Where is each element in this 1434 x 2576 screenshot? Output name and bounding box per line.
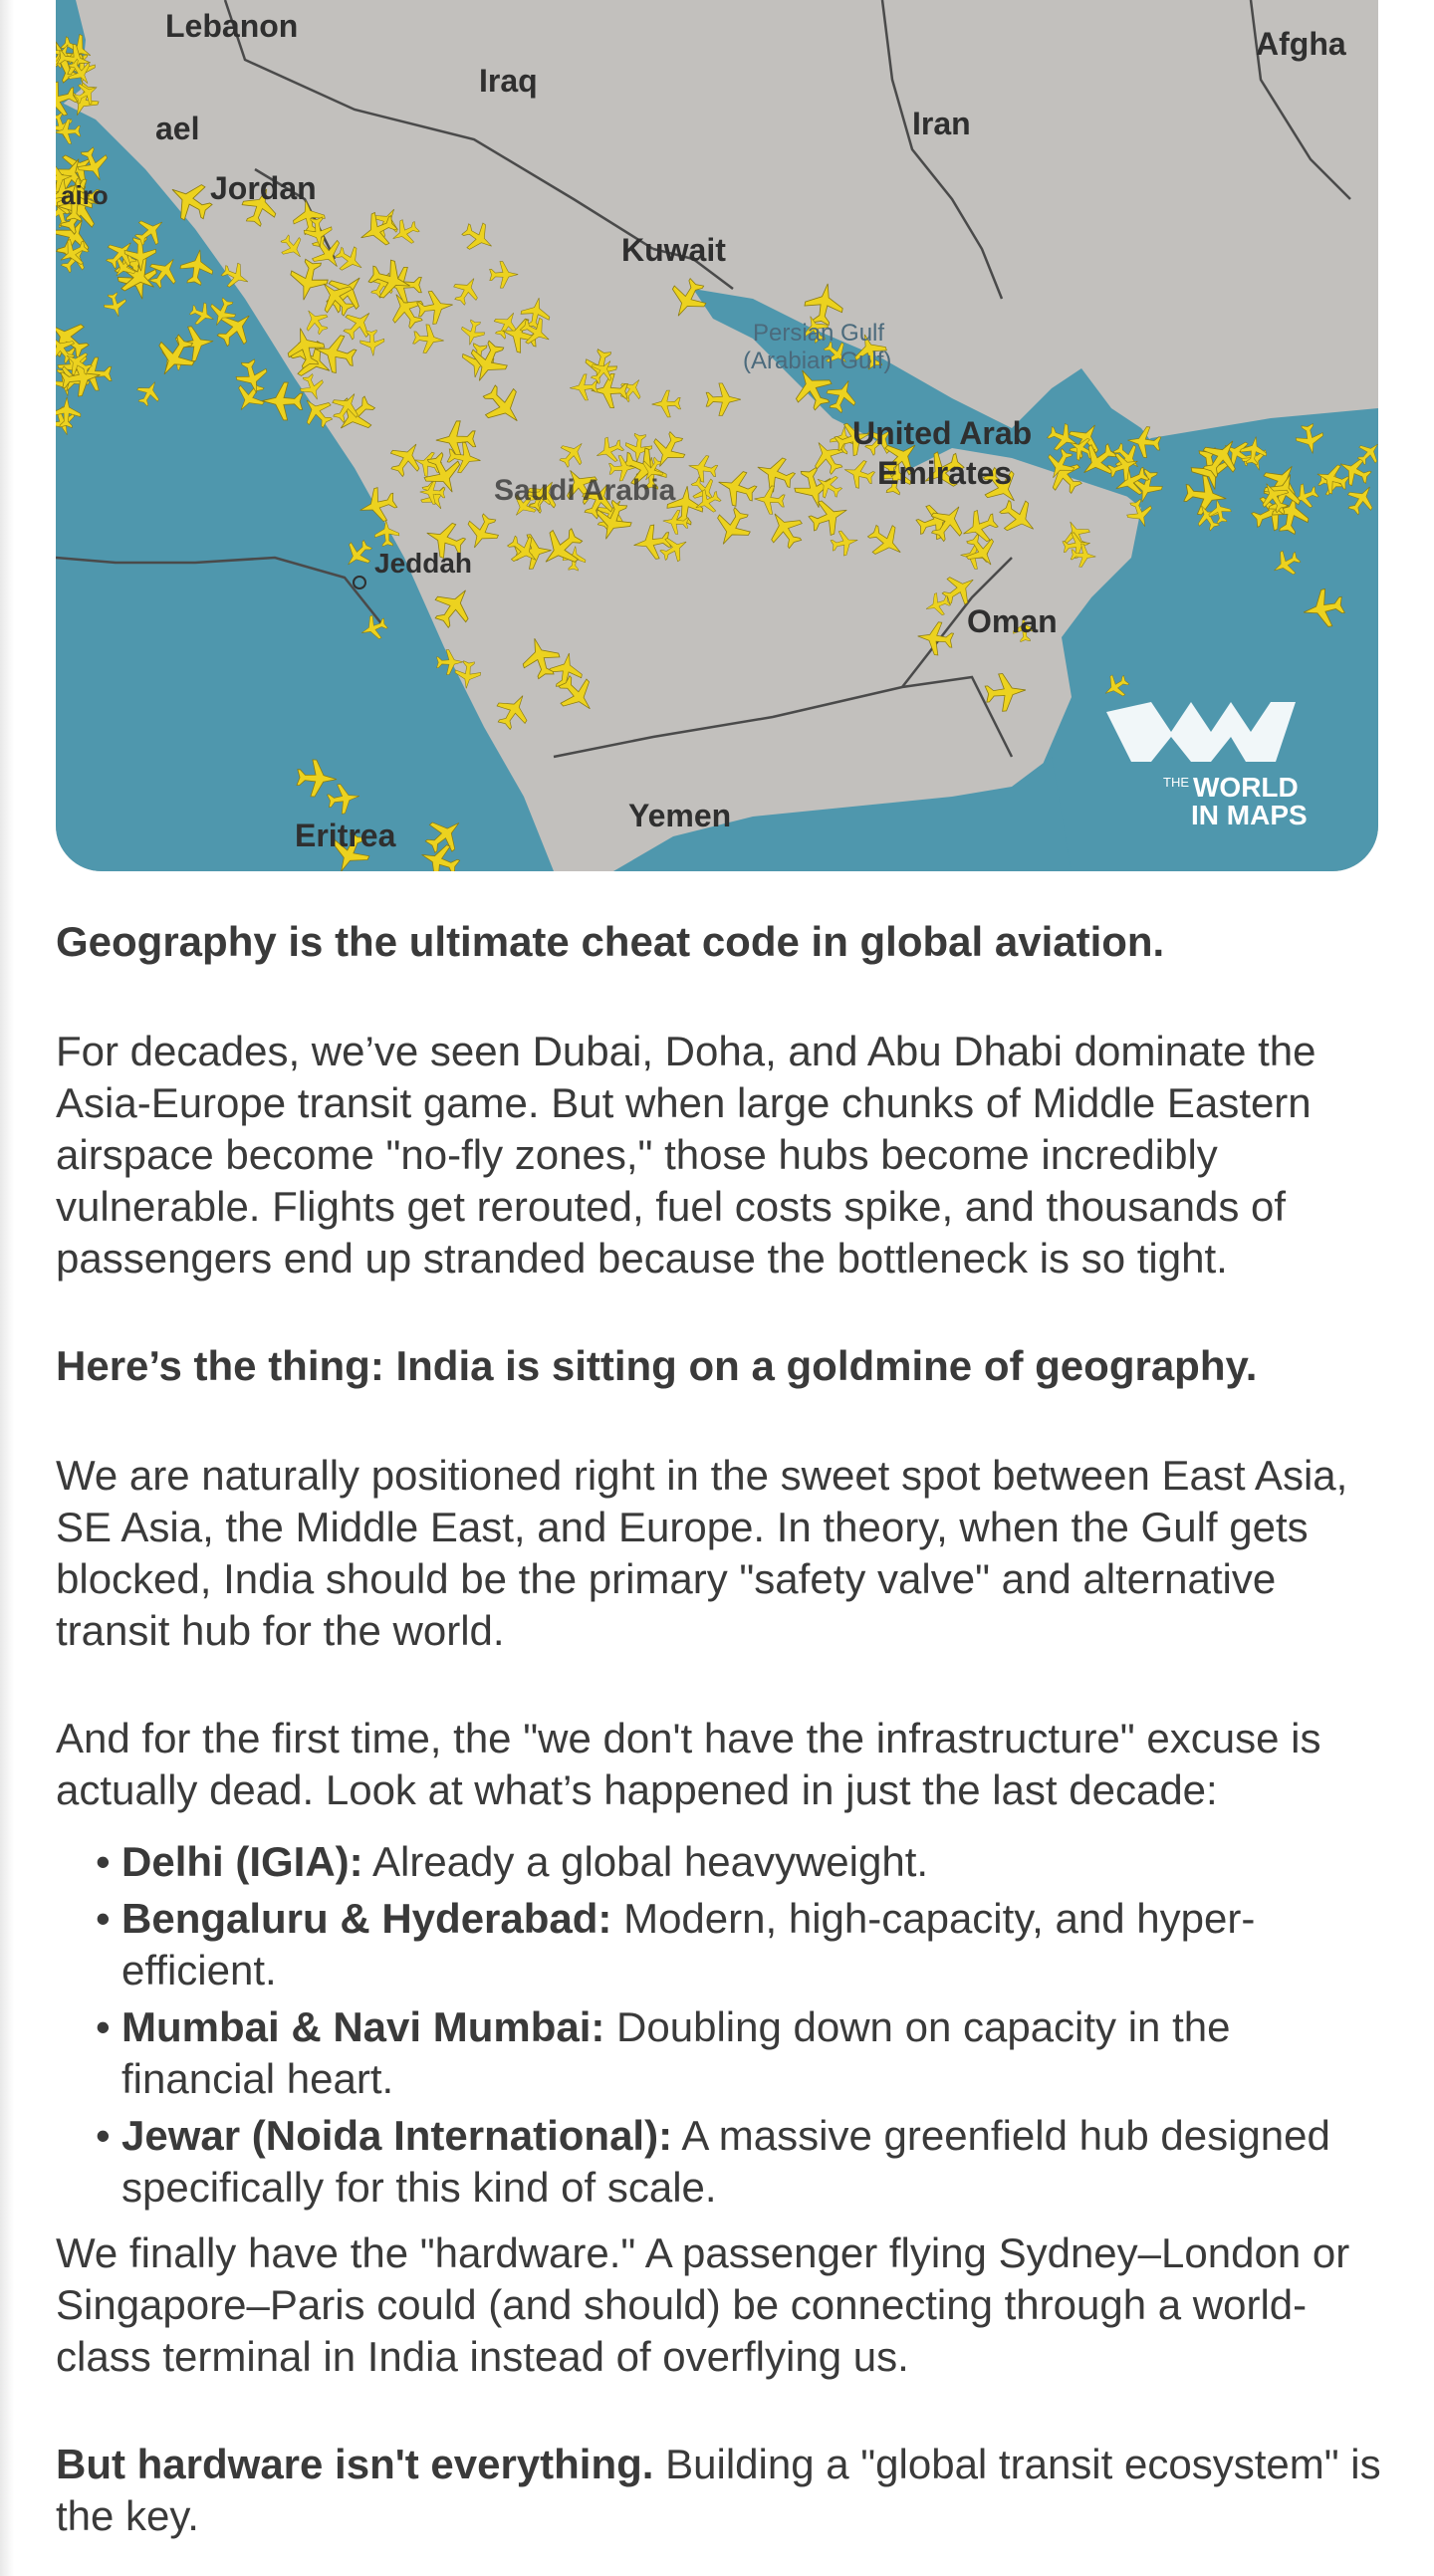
- label-israel: ael: [155, 111, 200, 146]
- airport-hub-list: [56, 1836, 1390, 2214]
- label-saudi-arabia: Saudi Arabia: [494, 474, 676, 507]
- label-uae-line1: United Arab: [852, 415, 1033, 451]
- label-iraq: Iraq: [479, 63, 538, 99]
- label-jordan: Jordan: [210, 170, 317, 206]
- label-eritrea: Eritrea: [295, 818, 396, 853]
- flight-map-svg: [56, 0, 1378, 871]
- page-edge-shadow: [0, 0, 14, 2576]
- label-oman: Oman: [967, 603, 1058, 639]
- label-afghanistan: Afgha: [1256, 26, 1346, 62]
- label-uae-line2: Emirates: [877, 455, 1013, 491]
- label-kuwait: Kuwait: [621, 232, 726, 268]
- label-yemen: Yemen: [628, 798, 732, 833]
- label-persian-gulf: Persian Gulf: [753, 320, 885, 347]
- logo-line2: IN MAPS: [1191, 800, 1308, 830]
- heading-geography: Geography is the ultimate cheat code in global aviation.: [56, 918, 1165, 965]
- paragraph-ecosystem: But hardware isn't everything. Building a "global transit ecosystem" is the key.: [56, 2441, 1381, 2539]
- list-item: • Mumbai & Navi Mumbai: Doubling down on capacity in the financial heart.: [96, 2001, 1390, 2105]
- label-lebanon: Lebanon: [165, 8, 299, 44]
- post-body: [56, 916, 1390, 2542]
- logo-small-text: THE: [1163, 775, 1189, 790]
- list-item: • Jewar (Noida International): A massive greenfield hub designed specifically for this kind of scale.: [96, 2110, 1390, 2214]
- flight-map-image[interactable]: [56, 0, 1378, 871]
- paragraph-hardware: We finally have the "hardware." A passenger flying Sydney–London or Singapore–Paris could (and should) be connecting through a world-class terminal in India instead of overflying us.: [56, 2229, 1350, 2380]
- paragraph-india-position: We are naturally positioned right in the sweet spot between East Asia, SE Asia, the Middle East, and Europe. In theory, when the Gulf gets blocked, India should be the primary "safety valve" and alternative transit hub for the world.: [56, 1452, 1348, 1654]
- label-cairo: airo: [61, 180, 109, 210]
- logo-line1: WORLD: [1193, 772, 1299, 803]
- heading-india-goldmine: Here’s the thing: India is sitting on a goldmine of geography.: [56, 1342, 1258, 1389]
- paragraph-infrastructure: And for the first time, the "we don't have the infrastructure" excuse is actually dead. Look at what’s happened in just the last decade:: [56, 1715, 1321, 1813]
- list-item: • Delhi (IGIA): Already a global heavyweight.: [96, 1836, 1390, 1888]
- label-arabian-gulf: (Arabian Gulf): [743, 348, 892, 374]
- list-item: • Bengaluru & Hyderabad: Modern, high-capacity, and hyper-efficient.: [96, 1893, 1390, 1996]
- label-jeddah: Jeddah: [374, 548, 473, 579]
- label-iran: Iran: [912, 106, 971, 141]
- paragraph-gulf-hubs: For decades, we’ve seen Dubai, Doha, and Abu Dhabi dominate the Asia-Europe transit game. But when large chunks of Middle Eastern airspace become "no-fly zones," those hubs become incredibly vulnerable. Flights get rerouted, fuel costs spike, and thousands of passengers end up stranded because the bottleneck is so tight.: [56, 1028, 1316, 1282]
